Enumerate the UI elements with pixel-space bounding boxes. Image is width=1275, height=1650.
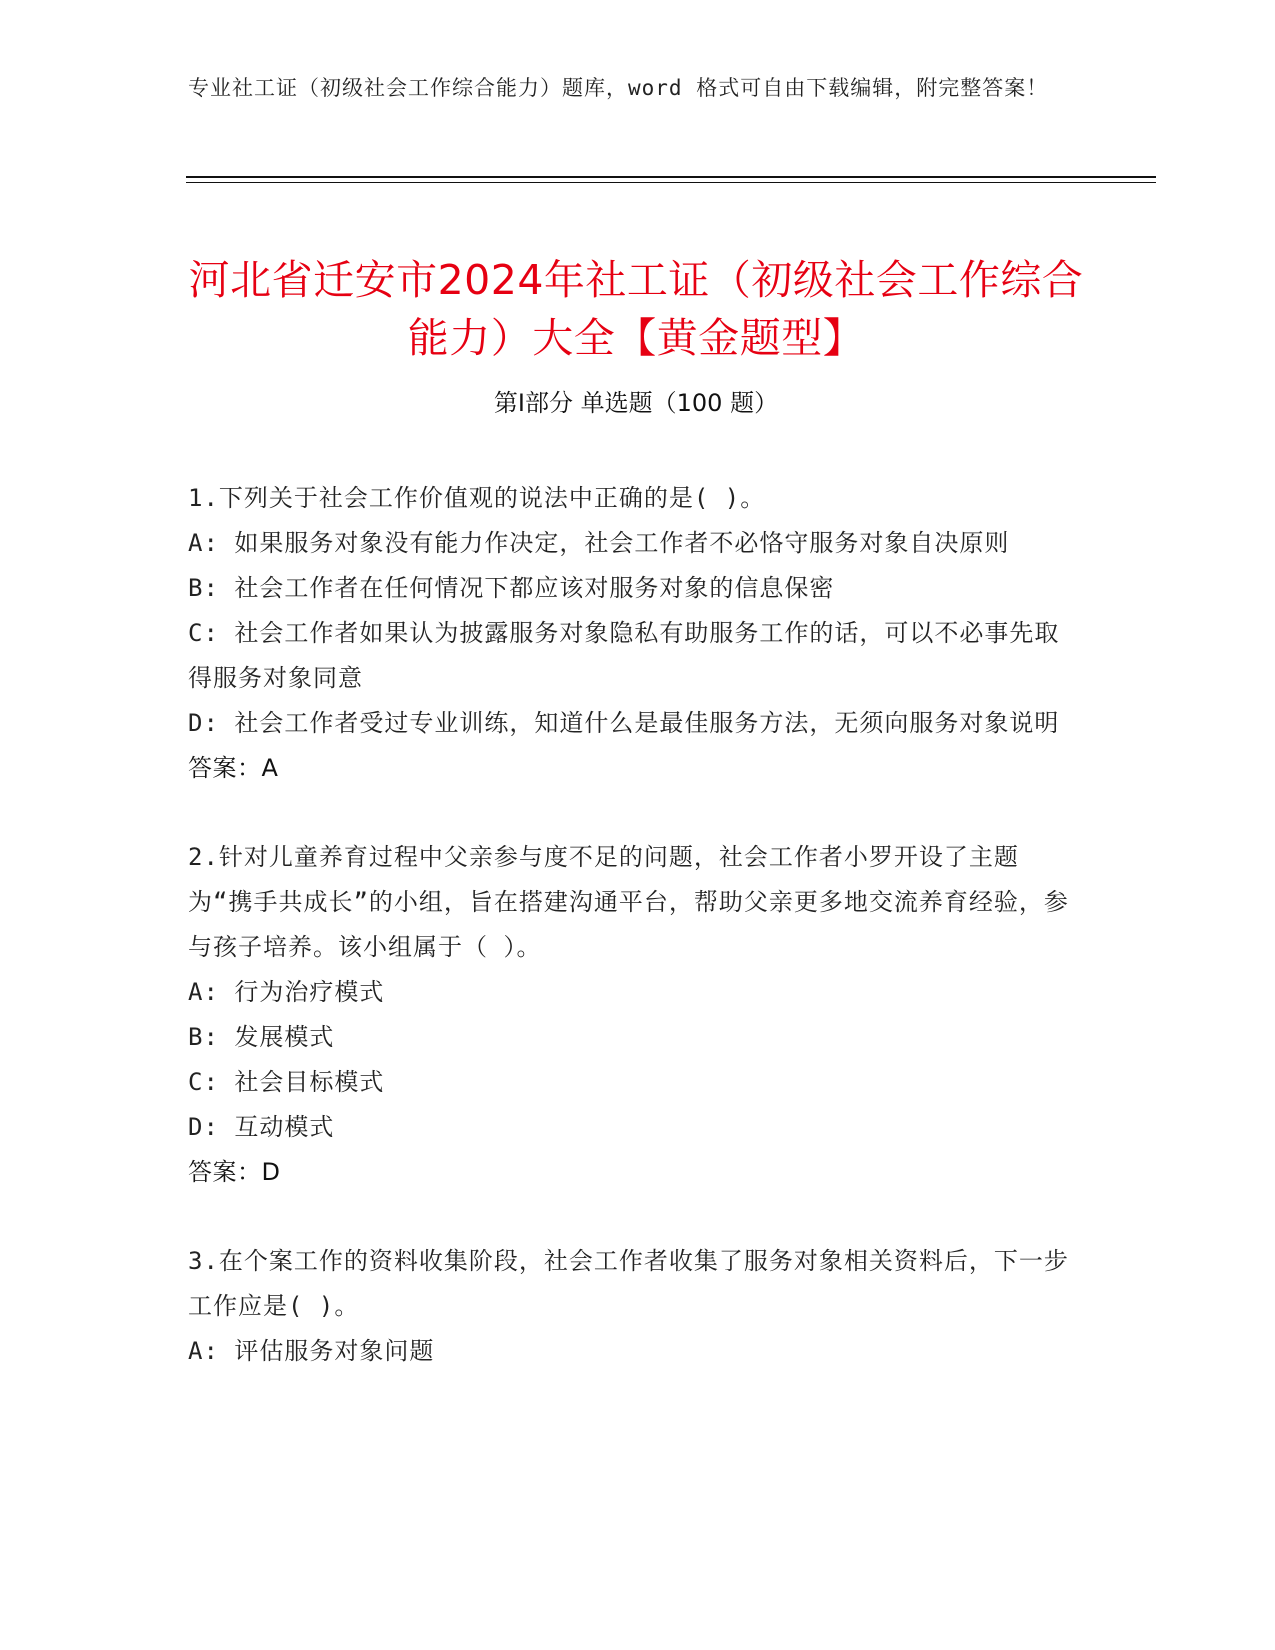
question-item bbox=[188, 1239, 1078, 1374]
option-d: D: 互动模式 bbox=[188, 1113, 335, 1141]
option-a: A: 行为治疗模式 bbox=[188, 978, 385, 1006]
question-item bbox=[188, 476, 1078, 791]
option-b: B: 发展模式 bbox=[188, 1023, 335, 1051]
answer-text: 答案：D bbox=[188, 1158, 281, 1186]
option-c: C: 社会目标模式 bbox=[188, 1068, 385, 1096]
question-list bbox=[188, 476, 1078, 1374]
option-d: D: 社会工作者受过专业训练，知道什么是最佳服务方法，无须向服务对象说明 bbox=[188, 709, 1060, 737]
question-item bbox=[188, 835, 1078, 1195]
option-b: B: 社会工作者在任何情况下都应该对服务对象的信息保密 bbox=[188, 574, 835, 602]
header-divider-thin bbox=[186, 182, 1156, 183]
question-stem: 2.针对儿童养育过程中父亲参与度不足的问题，社会工作者小罗开设了主题为“携手共成长”的小组，旨在搭建沟通平台，帮助父亲更多地交流养育经验，参与孩子培养。该小组属于（ ）。 bbox=[188, 843, 1069, 961]
option-c: C: 社会工作者如果认为披露服务对象隐私有助服务工作的话，可以不必事先取得服务对象同意 bbox=[188, 619, 1060, 692]
header-divider-thick bbox=[186, 176, 1156, 178]
question-stem: 3.在个案工作的资料收集阶段，社会工作者收集了服务对象相关资料后，下一步工作应是( )。 bbox=[188, 1247, 1069, 1320]
section-heading: 第Ⅰ部分 单选题（100 题） bbox=[493, 389, 779, 417]
option-a: A: 如果服务对象没有能力作决定，社会工作者不必恪守服务对象自决原则 bbox=[188, 529, 1010, 557]
document-title: 河北省迁安市2024年社工证（初级社会工作综合能力）大全【黄金题型】 bbox=[188, 256, 1084, 363]
option-a: A: 评估服务对象问题 bbox=[188, 1337, 435, 1365]
header-note: 专业社工证（初级社会工作综合能力）题库，word 格式可自由下载编辑，附完整答案！ bbox=[188, 76, 1049, 100]
answer-text: 答案：A bbox=[188, 754, 279, 782]
question-stem: 1.下列关于社会工作价值观的说法中正确的是( )。 bbox=[188, 484, 766, 512]
